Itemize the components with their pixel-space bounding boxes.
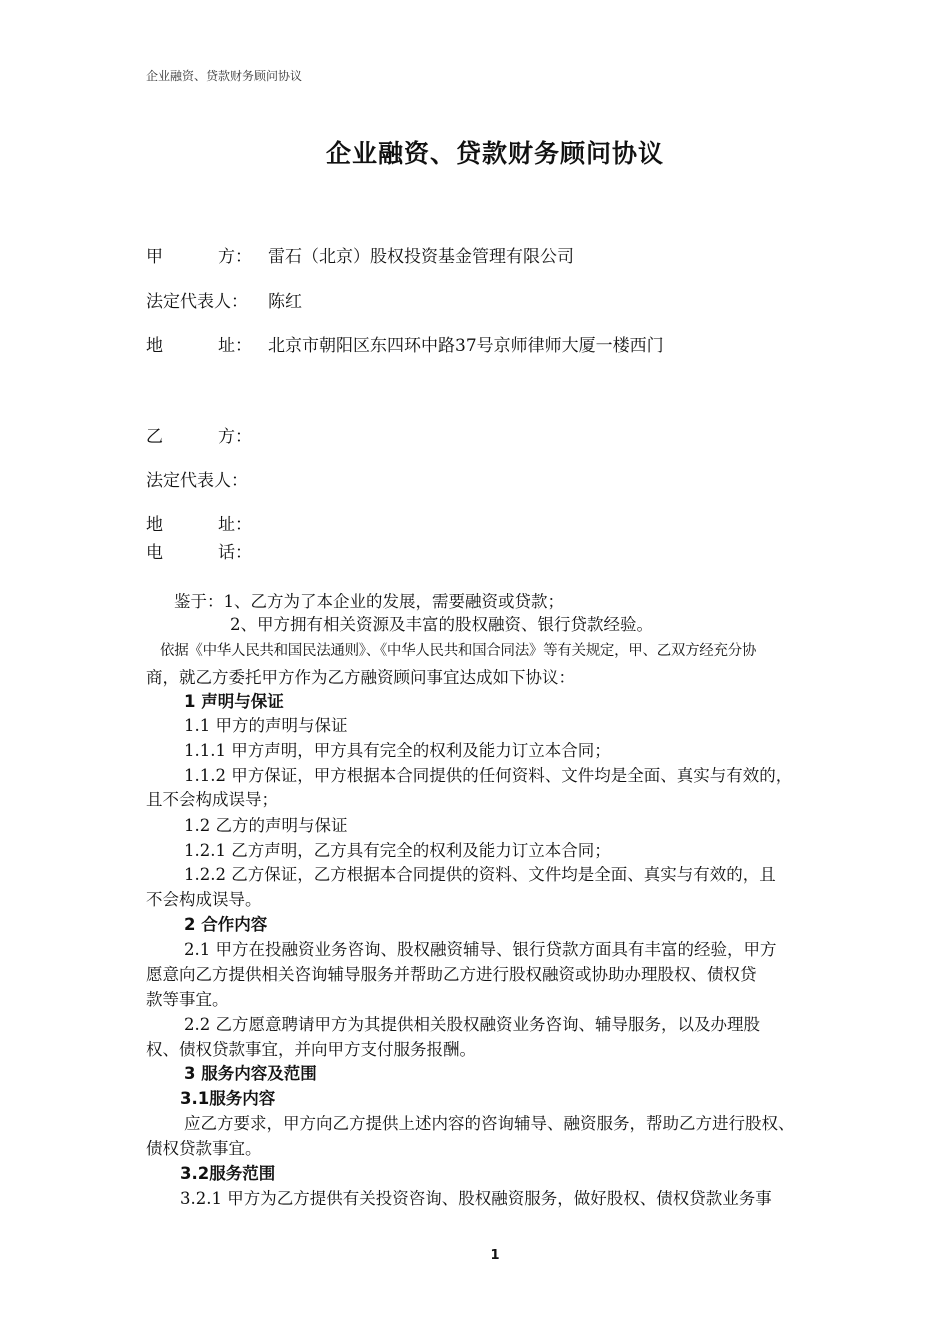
party-b-label: 乙 方： <box>146 427 252 447</box>
party-b-rep-label: 法定代表人： <box>146 471 248 491</box>
clause-3-1-line-1: 应乙方要求，甲方向乙方提供上述内容的咨询辅导、融资服务，帮助乙方进行股权、 <box>184 1114 795 1133</box>
clause-1-1-2-line-1: 1.1.2 甲方保证，甲方根据本合同提供的任何资料、文件均是全面、真实与有效的， <box>184 766 793 785</box>
basis-line-2: 商，就乙方委托甲方作为乙方融资顾问事宜达成如下协议： <box>146 668 575 687</box>
party-b-row <box>0 422 950 446</box>
clause-1-2-1: 1.2.1 乙方声明，乙方具有完全的权利及能力订立本合同； <box>184 841 611 860</box>
clause-2-1-line-1: 2.1 甲方在投融资业务咨询、股权融资辅导、银行贷款方面具有丰富的经验，甲方 <box>184 940 777 959</box>
whereas-2: 2、甲方拥有相关资源及丰富的股权融资、银行贷款经验。 <box>230 615 653 634</box>
party-b-phone-row <box>0 538 950 562</box>
party-b-phone-label: 电 话： <box>146 543 252 563</box>
clause-3-1-heading: 3.1服务内容 <box>180 1089 276 1108</box>
party-b-rep-row <box>0 466 950 490</box>
clause-1-2-2-line-1: 1.2.2 乙方保证，乙方根据本合同提供的资料、文件均是全面、真实与有效的，且 <box>184 865 776 884</box>
clause-3-1-line-2: 债权贷款事宜。 <box>146 1139 262 1158</box>
party-a-addr-row <box>0 331 950 355</box>
clause-3-2-1: 3.2.1 甲方为乙方提供有关投资咨询、股权融资服务，做好股权、债权贷款业务事 <box>180 1189 772 1208</box>
clause-3-2-heading: 3.2服务范围 <box>180 1164 276 1183</box>
party-b-addr-label: 地 址： <box>146 515 252 535</box>
clause-1-2: 1.2 乙方的声明与保证 <box>184 816 348 835</box>
party-a-row <box>0 242 950 266</box>
party-a-addr: 北京市朝阳区东四环中路37号京师律师大厦一楼西门 <box>268 336 664 356</box>
party-b-addr-row <box>0 510 950 534</box>
clause-2-2-line-1: 2.2 乙方愿意聘请甲方为其提供相关股权融资业务咨询、辅导服务，以及办理股 <box>184 1015 760 1034</box>
basis-line-1: 依据《中华人民共和国民法通则》、《中华人民共和国合同法》等有关规定，甲、乙双方经充分协 <box>160 643 757 659</box>
clause-2-1-line-3: 款等事宜。 <box>146 990 229 1009</box>
running-header: 企业融资、贷款财务顾问协议 <box>146 69 303 83</box>
section-1-heading: 1 声明与保证 <box>184 692 284 711</box>
clause-1-2-2-line-2: 不会构成误导。 <box>146 890 262 909</box>
whereas-1: 鉴于：1、乙方为了本企业的发展，需要融资或贷款； <box>174 592 564 611</box>
page-number: 1 <box>490 1248 500 1263</box>
document-title: 企业融资、贷款财务顾问协议 <box>325 139 664 168</box>
clause-2-2-line-2: 权、债权贷款事宜，并向甲方支付服务报酬。 <box>146 1040 476 1059</box>
clause-1-1-1: 1.1.1 甲方声明，甲方具有完全的权利及能力订立本合同； <box>184 741 611 760</box>
clause-2-1-line-2: 愿意向乙方提供相关咨询辅导服务并帮助乙方进行股权融资或协助办理股权、债权贷 <box>146 965 757 984</box>
section-2-heading: 2 合作内容 <box>184 915 268 934</box>
party-a-rep: 陈红 <box>268 292 302 312</box>
clause-1-1-2-line-2: 且不会构成误导； <box>146 790 278 809</box>
party-a-rep-row <box>0 287 950 311</box>
party-a-name: 雷石（北京）股权投资基金管理有限公司 <box>268 247 574 267</box>
party-a-rep-label: 法定代表人： <box>146 292 248 312</box>
party-a-addr-label: 地 址： <box>146 336 252 356</box>
party-a-label: 甲 方： <box>146 247 252 267</box>
clause-1-1: 1.1 甲方的声明与保证 <box>184 716 348 735</box>
section-3-heading: 3 服务内容及范围 <box>184 1064 317 1083</box>
